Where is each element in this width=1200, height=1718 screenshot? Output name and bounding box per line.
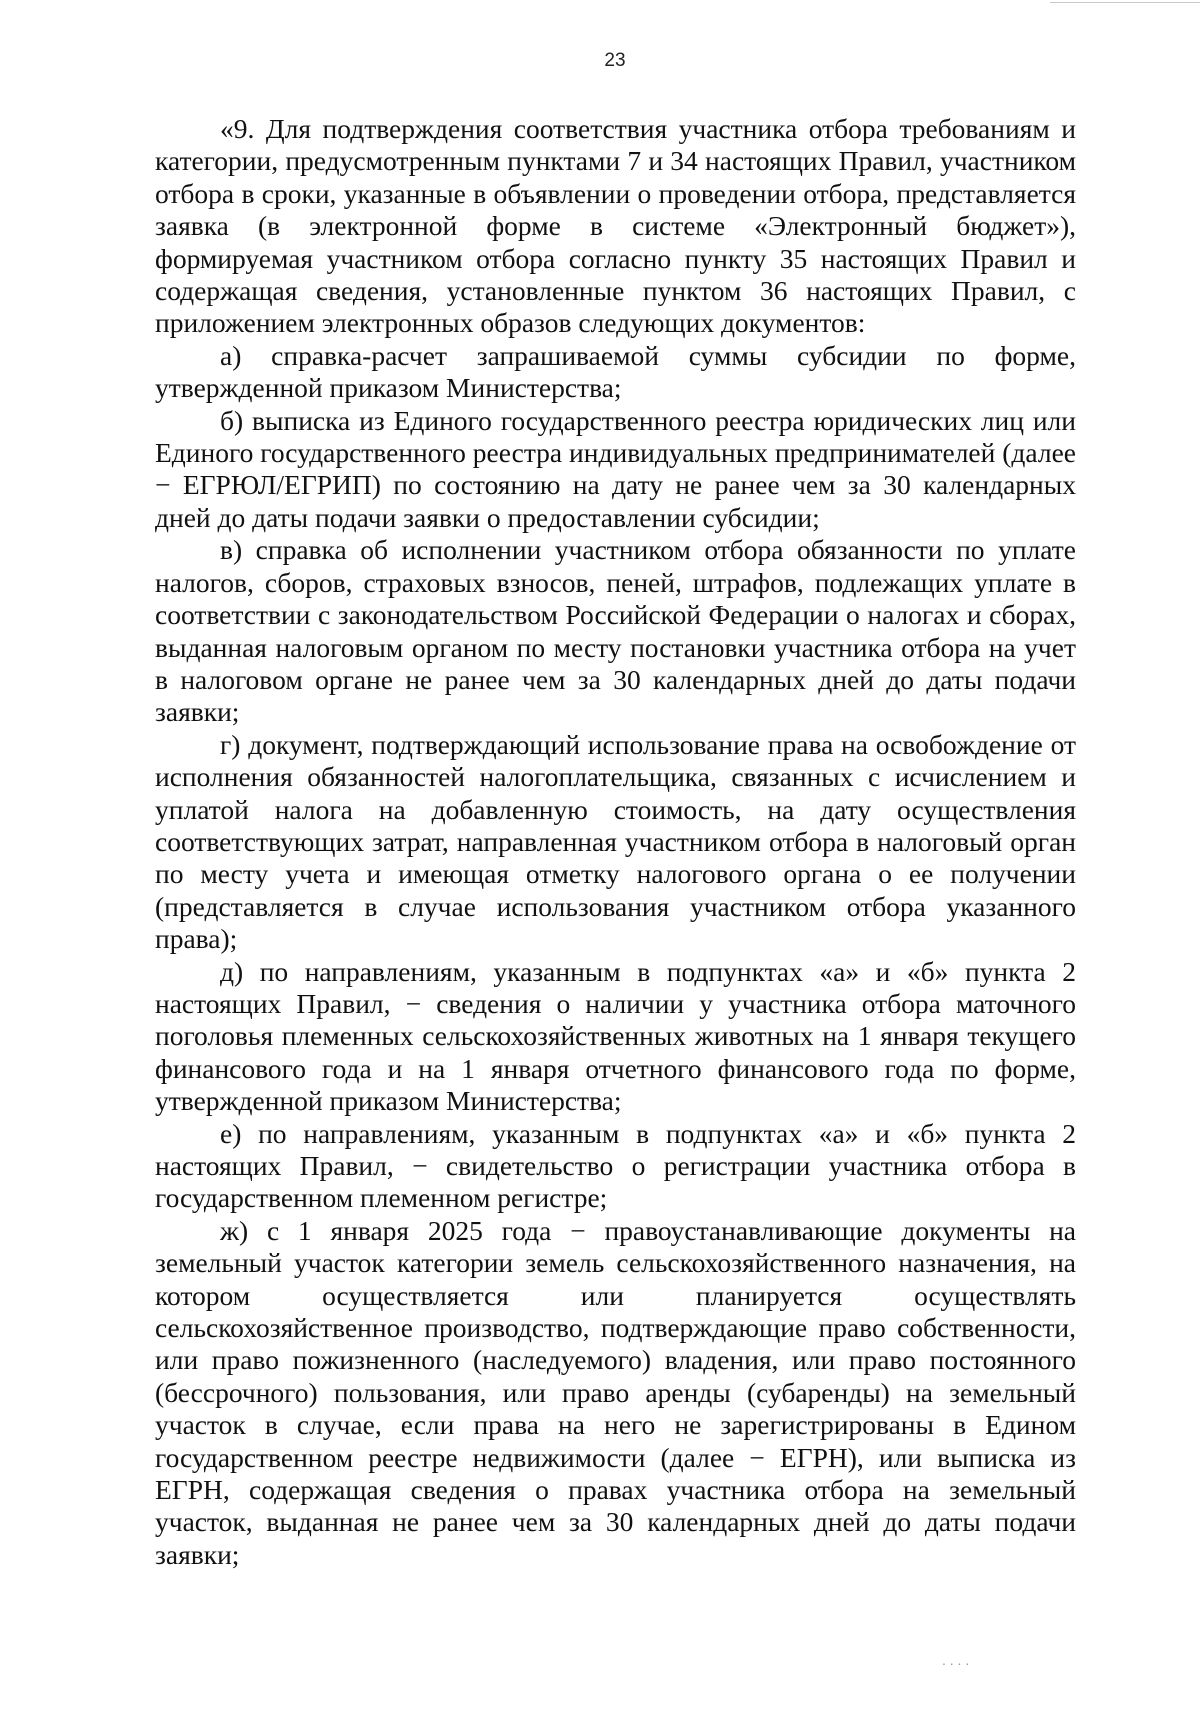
scan-edge-line xyxy=(1050,2,1200,3)
paragraph-item-e: е) по направлениям, указанным в подпунктах «а» и «б» пункта 2 настоящих Правил, − свидетельство о регистрации участника отбора в государственном племенном регистре; xyxy=(155,1117,1076,1214)
document-body xyxy=(155,113,1076,1571)
paragraph-item-zh: ж) с 1 января 2025 года − правоустанавливающие документы на земельный участок категории земель сельскохозяйственного назначения, на котором осуществляется или планируется осуществлять сельскохозяйственное производство, подтверждающие право собственности, или право пожизненного (наследуемого) владения, или право постоянного (бессрочного) пользования, или право аренды (субаренды) на земельный участок в случае, если права на него не зарегистрированы в Едином государственном реестре недвижимости (далее − ЕГРН), или выписка из ЕГРН, содержащая сведения о правах участника отбора на земельный участок, выданная не ранее чем за 30 календарных дней до даты подачи заявки; xyxy=(155,1214,1076,1570)
paragraph-item-d: д) по направлениям, указанным в подпунктах «а» и «б» пункта 2 настоящих Правил, − сведения о наличии у участника отбора маточного поголовья племенных сельскохозяйственных животных на 1 января текущего финансового года и на 1 января отчетного финансового года по форме, утвержденной приказом Министерства; xyxy=(155,955,1076,1117)
paragraph-intro: «9. Для подтверждения соответствия участника отбора требованиям и категории, предусмотренным пунктами 7 и 34 настоящих Правил, участником отбора в сроки, указанные в объявлении о проведении отбора, представляется заявка (в электронной форме в системе «Электронный бюджет»), формируемая участником отбора согласно пункту 35 настоящих Правил и содержащая сведения, установленные пунктом 36 настоящих Правил, с приложением электронных образов следующих документов: xyxy=(155,113,1076,339)
page-number: 23 xyxy=(604,50,626,71)
paragraph-item-g: г) документ, подтверждающий использование права на освобождение от исполнения обязанностей налогоплательщика, связанных с исчислением и уплатой налога на добавленную стоимость, на дату осуществления соответствующих затрат, направленная участником отбора в налоговый орган по месту учета и имеющая отметку налогового органа о ее получении (представляется в случае использования участником отбора указанного права); xyxy=(155,728,1076,955)
paragraph-item-b: б) выписка из Единого государственного реестра юридических лиц или Единого государственного реестра индивидуальных предпринимателей (далее − ЕГРЮЛ/ЕГРИП) по состоянию на дату не ранее чем за 30 календарных дней до даты подачи заявки о предоставлении субсидии; xyxy=(155,404,1076,533)
paragraph-item-a: а) справка-расчет запрашиваемой суммы субсидии по форме, утвержденной приказом Министерства; xyxy=(155,339,1076,404)
paragraph-item-v: в) справка об исполнении участником отбора обязанности по уплате налогов, сборов, страховых взносов, пеней, штрафов, подлежащих уплате в соответствии с законодательством Российской Федерации о налогах и сборах, выданная налоговым органом по месту постановки участника отбора на учет в налоговом органе не ранее чем за 30 календарных дней до даты подачи заявки; xyxy=(155,534,1076,728)
scan-speck: . . . . xyxy=(942,1652,970,1668)
